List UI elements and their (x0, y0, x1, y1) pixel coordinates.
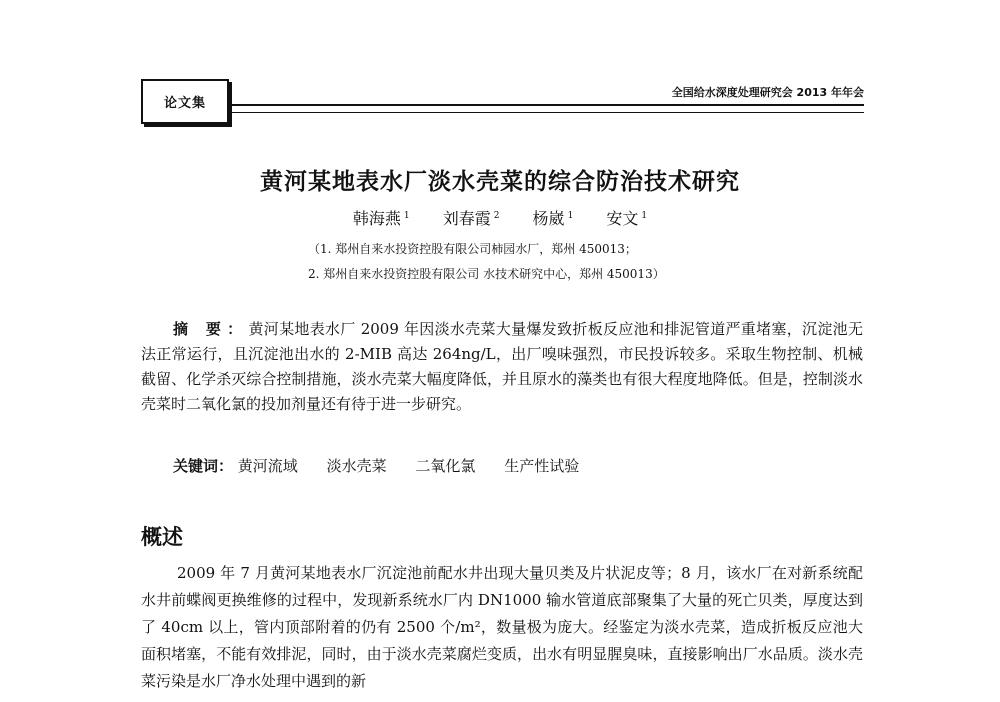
abstract (141, 317, 863, 417)
section-tag: 论文集 (163, 96, 206, 111)
abstract-text: 黄河某地表水厂 2009 年因淡水壳菜大量爆发致折板反应池和排泥管道严重堵塞，沉淀池无法正常运行，且沉淀池出水的 2-MIB 高达 264ng/L，出厂嗅味强烈，市民投诉较多。采取生物控制、机械截留、化学杀灭综合控制措施，淡水壳菜大幅度降低，并且原水的藻类也有很大程度地降低。但是，控制淡水壳菜时二氧化氯的投加剂量还有待于进一步研究。 (141, 320, 863, 413)
author-name: 杨崴 (532, 209, 565, 228)
keywords (173, 455, 603, 476)
keyword: 黄河流域 (237, 457, 298, 475)
header-rule-thin (232, 112, 864, 113)
keyword: 淡水壳菜 (326, 457, 387, 475)
paper-title: 黄河某地表水厂淡水壳菜的综合防治技术研究 (260, 169, 740, 195)
author-name: 安文 (606, 209, 639, 228)
author (353, 206, 410, 229)
keyword: 生产性试验 (504, 457, 580, 475)
author-affiliation-mark: 2 (493, 210, 500, 221)
abstract-label: 摘 要： (173, 320, 249, 338)
section-heading: 概述 (141, 525, 183, 549)
header-rule (232, 104, 864, 106)
section-tag-box (141, 79, 229, 124)
author-name: 刘春霞 (442, 209, 491, 228)
author (606, 206, 647, 229)
author-affiliation-mark: 1 (567, 210, 574, 221)
author (533, 206, 574, 229)
affiliation-1: （1. 郑州自来水投资控股有限公司柿园水厂，郑州 450013； (308, 242, 637, 256)
author (443, 206, 500, 229)
keywords-label: 关键词： (173, 457, 234, 475)
conference-name: 全国给水深度处理研究会 2013 年年会 (671, 86, 864, 99)
author-name: 韩海燕 (352, 209, 401, 228)
body-paragraph: 2009 年 7 月黄河某地表水厂沉淀池前配水井出现大量贝类及片状泥皮等；8 月，该水厂在对新系统配水井前蝶阀更换维修的过程中，发现新系统水厂内 DN1000 输水管道底部聚集了大量的死亡贝类，厚度达到了 40cm 以上，管内顶部附着的仍有 2500 个/m²，数量极为庞大。经鉴定为淡水壳菜，造成折板反应池大面积堵塞，不能有效排泥，同时，由于淡水壳菜腐烂变质，出水有明显腥臭味，直接影响出厂水品质。淡水壳菜污染是水厂净水处理中遇到的新 (141, 564, 863, 690)
author-list (0, 206, 1000, 229)
keyword: 二氧化氯 (415, 457, 476, 475)
author-affiliation-mark: 1 (641, 210, 648, 221)
author-affiliation-mark: 1 (403, 210, 410, 221)
affiliation-2: 2. 郑州自来水投资控股有限公司 水技术研究中心，郑州 450013） (308, 267, 665, 281)
